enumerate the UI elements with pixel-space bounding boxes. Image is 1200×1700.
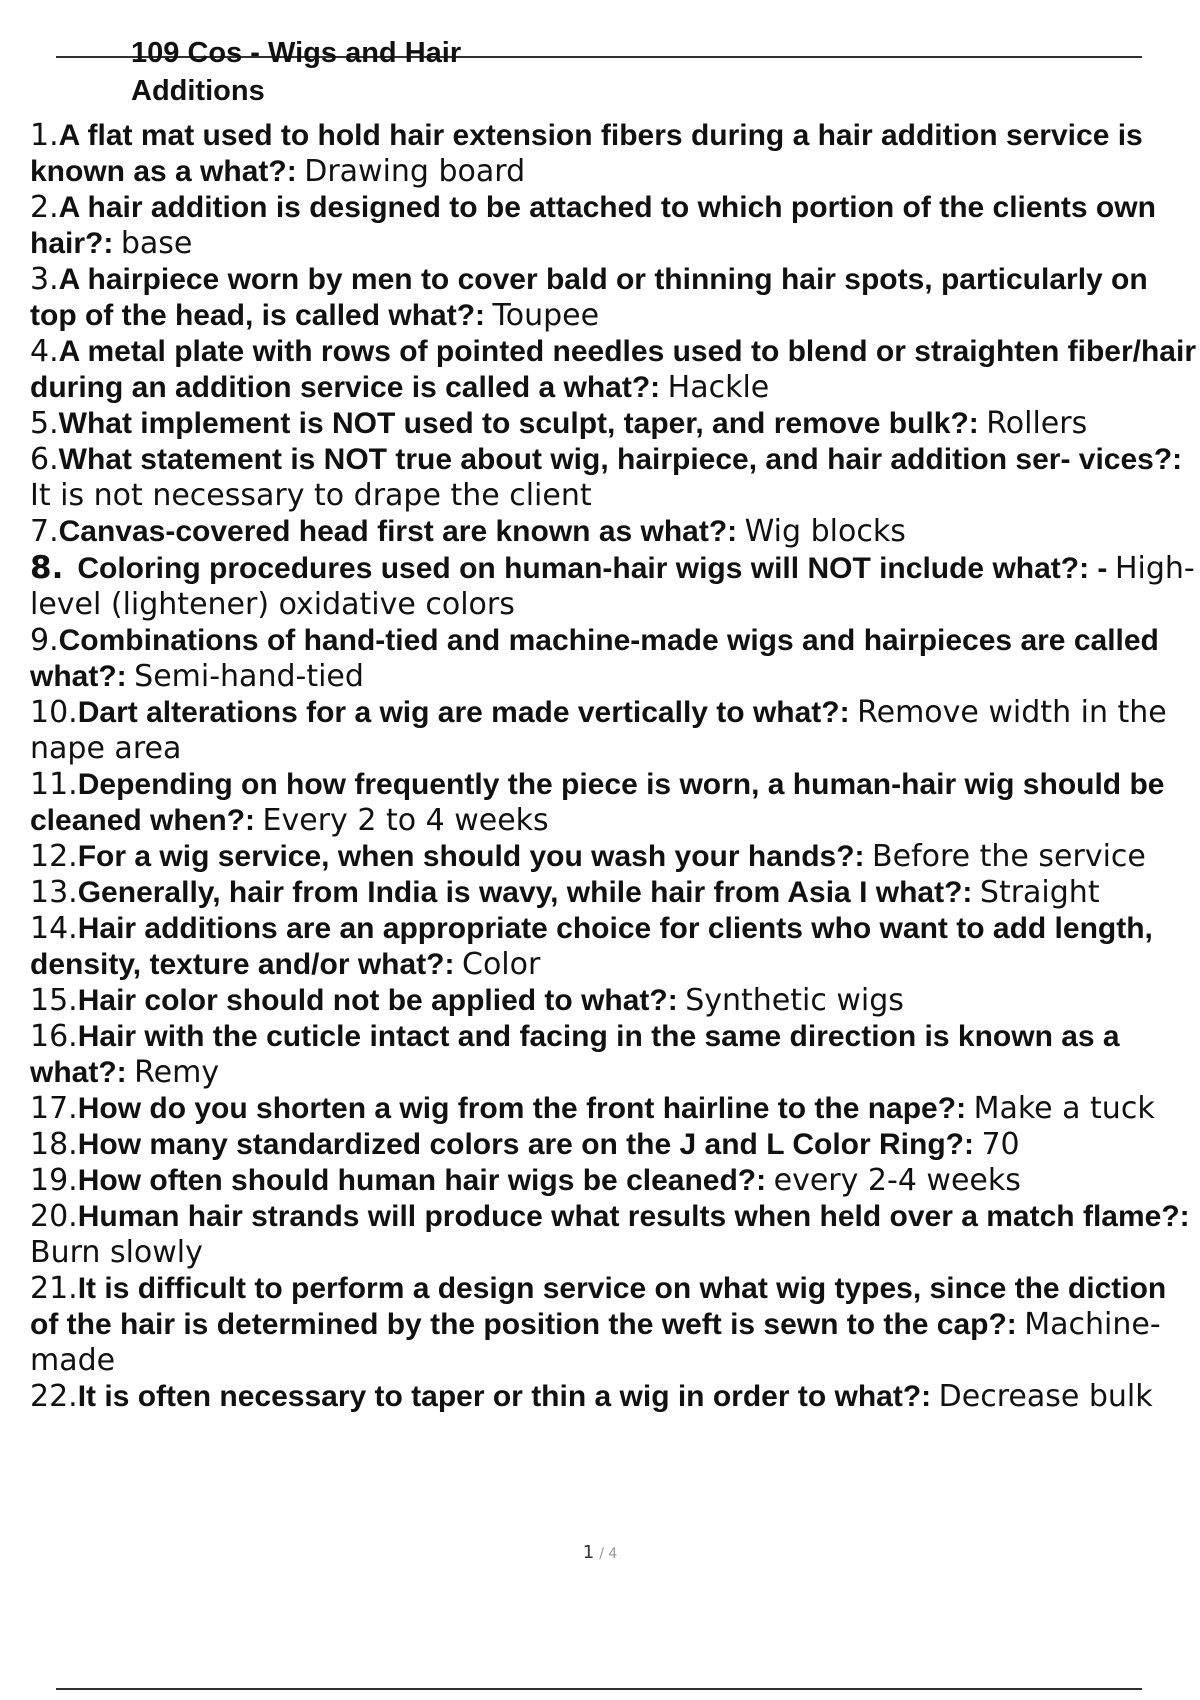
qa-item-5 xyxy=(30,406,1196,442)
answer-text: Synthetic wigs xyxy=(685,983,904,1018)
page-current: 1 xyxy=(582,1542,595,1563)
qa-item-14 xyxy=(30,911,1196,983)
answer-text: base xyxy=(120,226,193,261)
qa-item-8 xyxy=(30,550,1196,623)
item-number: 22. xyxy=(30,1379,78,1414)
qa-item-13 xyxy=(30,875,1196,911)
question-text: How often should human hair wigs be cleaned?: xyxy=(77,1164,767,1197)
qa-item-15 xyxy=(30,983,1196,1019)
question-text: It is difficult to perform a design service on what wig types, since the diction of the hair is determined by the position the weft is sewn to the cap?: xyxy=(30,1272,1167,1341)
answer-text: Drawing board xyxy=(304,154,526,189)
answer-text: Burn slowly xyxy=(30,1235,203,1270)
item-number: 14. xyxy=(30,911,78,946)
qa-list xyxy=(30,118,1196,1415)
item-number: 12. xyxy=(30,839,78,874)
item-number: 1. xyxy=(30,118,59,153)
question-text: What implement is NOT used to sculpt, taper, and remove bulk?: xyxy=(58,407,979,440)
question-text: Human hair strands will produce what results when held over a match flame?: xyxy=(77,1200,1190,1233)
qa-item-1 xyxy=(30,118,1196,190)
qa-item-21 xyxy=(30,1271,1196,1379)
item-number: 9. xyxy=(30,623,59,658)
qa-item-2 xyxy=(30,190,1196,262)
answer-text: High-level (lightener) oxidative colors xyxy=(30,551,1195,622)
item-number: 21. xyxy=(30,1271,78,1306)
qa-item-7 xyxy=(30,514,1196,550)
item-number: 15. xyxy=(30,983,78,1018)
answer-text: It is not necessary to drape the client xyxy=(30,478,592,513)
question-text: Hair additions are an appropriate choice for clients who want to add length, density, texture and/or what?: xyxy=(30,912,1153,981)
answer-text: Machine-made xyxy=(30,1307,1161,1378)
item-number: 19. xyxy=(30,1163,78,1198)
item-number: 10. xyxy=(30,695,78,730)
question-text: How many standardized colors are on the J and L Color Ring?: xyxy=(77,1128,974,1161)
document-title xyxy=(131,34,461,110)
qa-item-9 xyxy=(30,623,1196,695)
answer-text: every 2-4 weeks xyxy=(773,1163,1021,1198)
answer-text: 70 xyxy=(981,1127,1020,1162)
qa-item-19 xyxy=(30,1163,1196,1199)
answer-text: Color xyxy=(462,947,541,982)
qa-item-6 xyxy=(30,442,1196,514)
page-total: / 4 xyxy=(599,1546,618,1562)
answer-text: Wig blocks xyxy=(744,514,906,549)
item-number: 13. xyxy=(30,875,78,910)
item-number: 8. xyxy=(30,550,64,586)
qa-item-4 xyxy=(30,334,1196,406)
footer-rule xyxy=(56,1688,1142,1690)
question-text: For a wig service, when should you wash your hands?: xyxy=(77,840,865,873)
answer-text: Remy xyxy=(134,1055,220,1090)
question-text: How do you shorten a wig from the front hairline to the nape?: xyxy=(77,1092,967,1125)
answer-text: Every 2 to 4 weeks xyxy=(262,803,549,838)
question-text: Combinations of hand-tied and machine-made wigs and hairpieces are called what?: xyxy=(30,624,1159,693)
item-number: 20. xyxy=(30,1199,78,1234)
answer-text: Make a tuck xyxy=(973,1091,1155,1126)
item-number: 7. xyxy=(30,514,59,549)
answer-text: Before the service xyxy=(872,839,1146,874)
question-text: Dart alterations for a wig are made vertically to what?: xyxy=(77,696,850,729)
question-text: Generally, hair from India is wavy, while hair from Asia I what?: xyxy=(77,876,973,909)
qa-item-16 xyxy=(30,1019,1196,1091)
qa-item-17 xyxy=(30,1091,1196,1127)
item-number: 16. xyxy=(30,1019,78,1054)
question-text: What statement is NOT true about wig, hairpiece, and hair addition ser- vices?: xyxy=(58,443,1183,476)
page-indicator xyxy=(0,1542,1200,1563)
qa-item-12 xyxy=(30,839,1196,875)
answer-text: Straight xyxy=(979,875,1100,910)
qa-item-10 xyxy=(30,695,1196,767)
question-text: Hair color should not be applied to what?: xyxy=(77,984,678,1017)
item-number: 6. xyxy=(30,442,59,477)
question-text: Hair with the cuticle intact and facing in the same direction is known as a what?: xyxy=(30,1020,1120,1089)
item-number: 4. xyxy=(30,334,59,369)
question-text: Coloring procedures used on human-hair wigs will NOT include what?: - xyxy=(77,552,1108,585)
title-line-1: 109 Cos - Wigs and Hair xyxy=(131,37,462,69)
answer-text: Decrease bulk xyxy=(938,1379,1153,1414)
item-number: 18. xyxy=(30,1127,78,1162)
qa-item-18 xyxy=(30,1127,1196,1163)
question-text: A metal plate with rows of pointed needles used to blend or straighten fiber/hair during an addition service is called a what?: xyxy=(30,335,1196,404)
question-text: Canvas-covered head first are known as what?: xyxy=(58,515,738,548)
title-line-2: Additions xyxy=(131,75,265,107)
answer-text: Semi-hand-tied xyxy=(134,659,364,694)
qa-item-11 xyxy=(30,767,1196,839)
answer-text: Hackle xyxy=(667,370,770,405)
question-text: Depending on how frequently the piece is worn, a human-hair wig should be cleaned when?: xyxy=(30,768,1165,837)
question-text: A hairpiece worn by men to cover bald or thinning hair spots, particularly on top of the head, is called what?: xyxy=(30,263,1148,332)
question-text: It is often necessary to taper or thin a wig in order to what?: xyxy=(77,1380,932,1413)
item-number: 11. xyxy=(30,767,78,802)
item-number: 3. xyxy=(30,262,59,297)
qa-item-3 xyxy=(30,262,1196,334)
qa-item-20 xyxy=(30,1199,1196,1271)
item-number: 5. xyxy=(30,406,59,441)
question-text: A flat mat used to hold hair extension fibers during a hair addition service is known as a what?: xyxy=(30,119,1143,188)
qa-item-22 xyxy=(30,1379,1196,1415)
answer-text: Toupee xyxy=(492,298,600,333)
question-text: A hair addition is designed to be attached to which portion of the clients own hair?: xyxy=(30,191,1156,260)
answer-text: Remove width in the nape area xyxy=(30,695,1167,766)
answer-text: Rollers xyxy=(986,406,1088,441)
item-number: 2. xyxy=(30,190,59,225)
item-number: 17. xyxy=(30,1091,78,1126)
